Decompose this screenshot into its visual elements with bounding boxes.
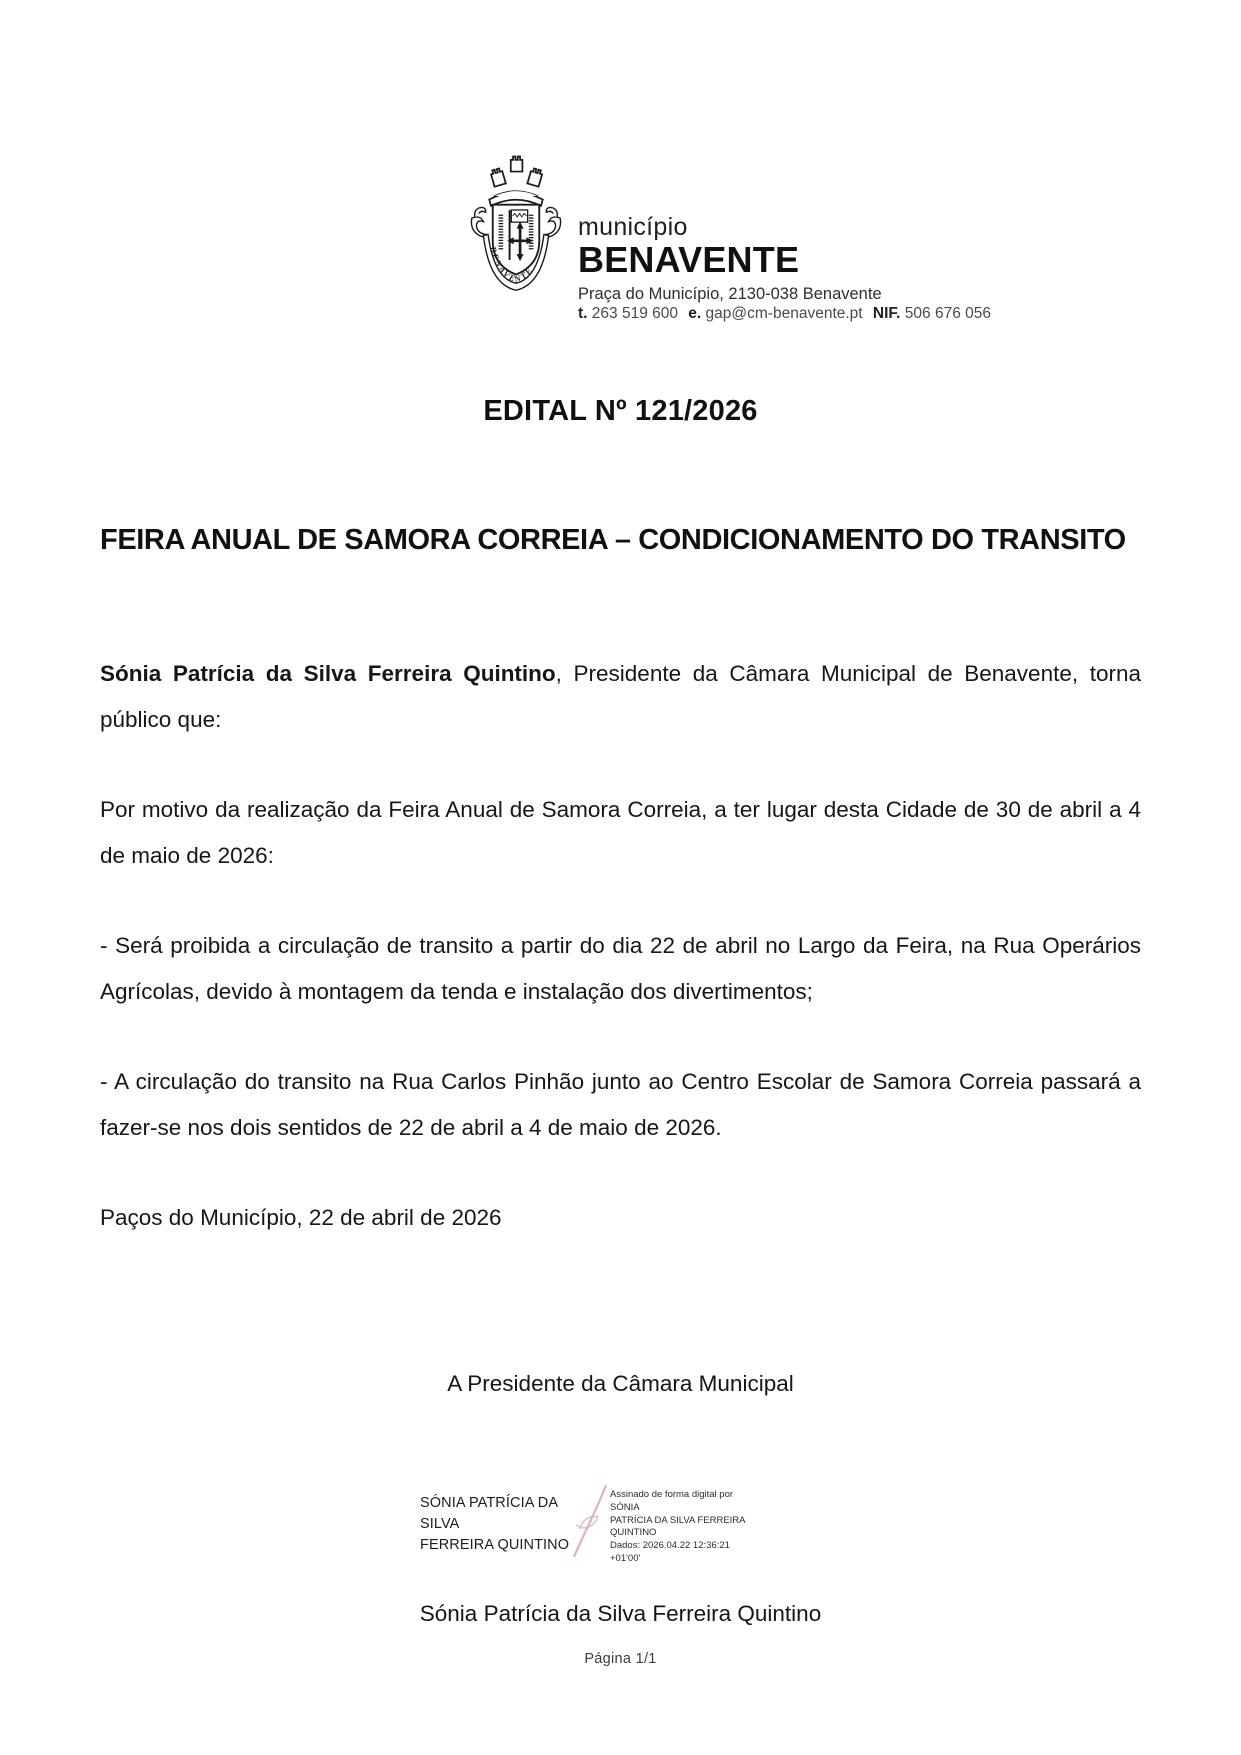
signature-role-title: A Presidente da Câmara Municipal (447, 1371, 794, 1396)
page-number-footer: Página 1/1 (584, 1651, 657, 1667)
digital-signature-name-line2: FERREIRA QUINTINO (420, 1537, 570, 1554)
org-name-large: BENAVENTE (578, 239, 800, 281)
email-address: gap@cm-benavente.pt (705, 305, 863, 323)
digital-signature-details (610, 1489, 760, 1566)
president-name-bold: Sónia Patrícia da Silva Ferreira Quintino (100, 661, 556, 686)
document-title: FEIRA ANUAL DE SAMORA CORREIA – CONDICIONAMENTO DO TRANSITO (100, 524, 1126, 556)
document-header (100, 0, 1141, 338)
restriction-item-2: - A circulação do transito na Rua Carlos Pinhão junto ao Centro Escolar de Samora Correia passará a fazer-se nos dois sentidos de 22 de abril a 4 de maio de 2026. (100, 1069, 1141, 1140)
restriction-item-1: - Será proibida a circulação de transito a partir do dia 22 de abril no Largo da Feira, na Rua Operários Agrícolas, devido à montagem da tenda e instalação dos divertimentos; (100, 933, 1141, 1004)
municipality-identity (578, 214, 997, 323)
digital-signature-detail-line2: PATRÍCIA DA SILVA FERREIRA QUINTINO (610, 1514, 745, 1539)
org-address: Praça do Município, 2130-038 Benavente (578, 285, 882, 304)
org-contact-line (578, 306, 997, 322)
digital-signature-block (420, 1483, 750, 1565)
nif-label: NIF. (872, 305, 901, 323)
crest-ribbon-text: BENAVENTE (487, 245, 536, 285)
phone-label: t. (578, 305, 588, 323)
edital-number-title: EDITAL Nº 121/2026 (483, 395, 758, 427)
signature-flourish-icon (568, 1481, 614, 1561)
signer-full-name: Sónia Patrícia da Silva Ferreira Quintino (419, 1601, 822, 1626)
org-name-small: município (578, 213, 688, 241)
nif-number: 506 676 056 (904, 305, 991, 323)
digital-signature-detail-line1: Assinado de forma digital por SÓNIA (610, 1489, 734, 1513)
place-and-date: Paços do Município, 22 de abril de 2026 (100, 1205, 502, 1230)
phone-number: 263 519 600 (591, 305, 678, 323)
reason-paragraph: Por motivo da realização da Feira Anual de Samora Correia, a ter lugar desta Cidade de 30 de abril a 4 de maio de 2026: (100, 797, 1141, 868)
digital-signature-detail-line3: Dados: 2026.04.22 12:36:21 +01'00' (610, 1540, 730, 1565)
digital-signature-name (420, 1493, 578, 1556)
municipality-crest-logo (452, 148, 580, 308)
digital-signature-name-line1: SÓNIA PATRÍCIA DA SILVA (420, 1495, 558, 1533)
email-label: e. (688, 305, 702, 323)
intro-paragraph-rest: , Presidente da Câmara Municipal de Benavente, torna público que: (100, 661, 1141, 732)
coat-of-arms-icon (452, 148, 580, 308)
intro-paragraph (100, 651, 1141, 743)
